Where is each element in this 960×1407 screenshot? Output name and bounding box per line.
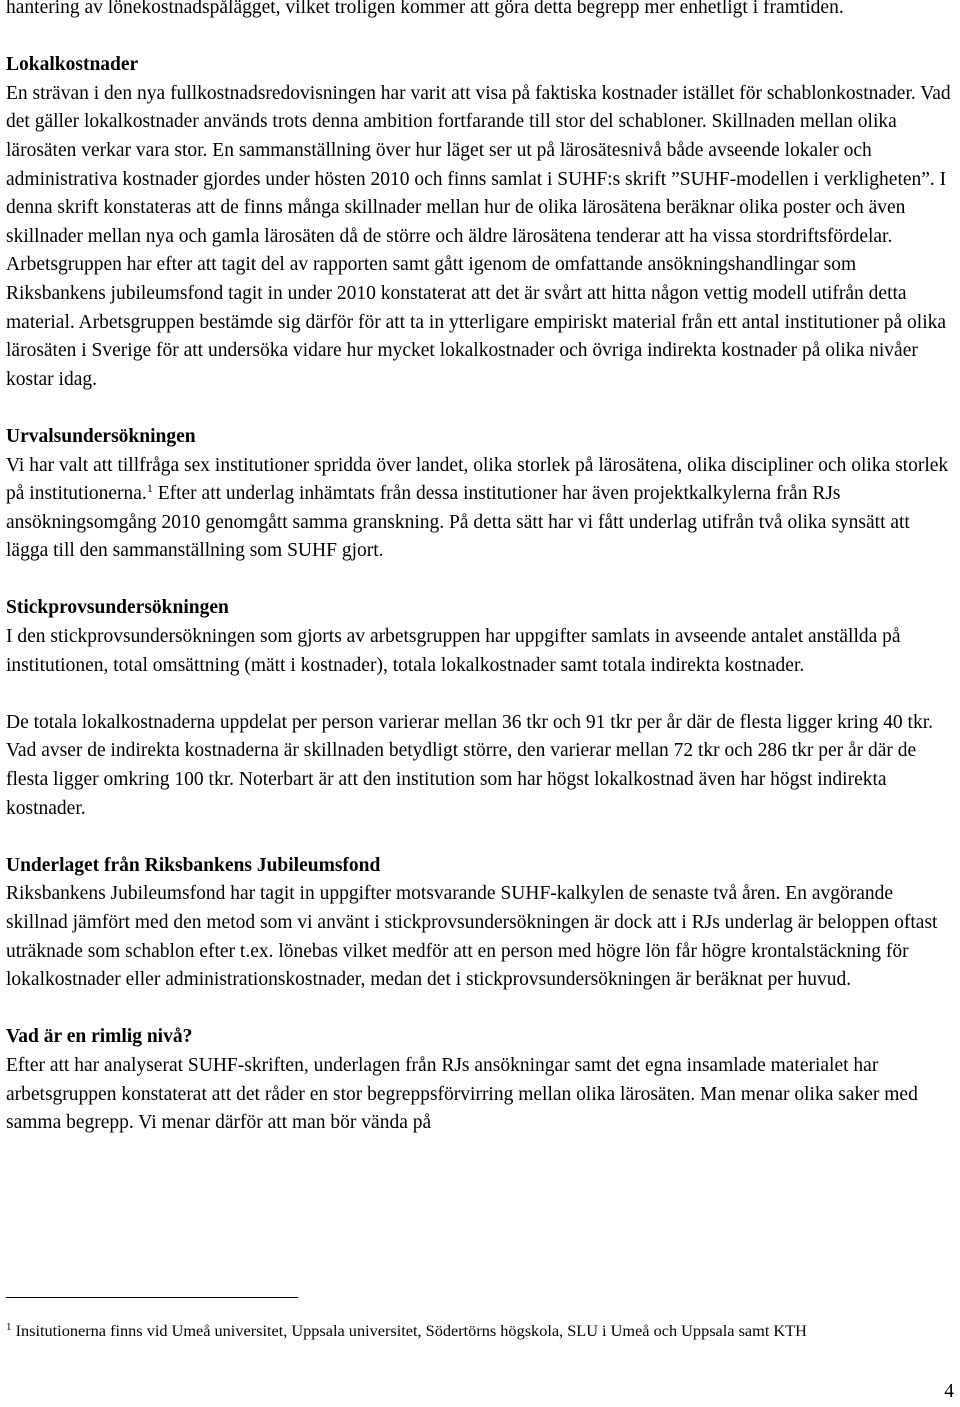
paragraph-stickprov-2: De totala lokalkostnaderna uppdelat per person varierar mellan 36 tkr och 91 tkr per år där de flesta ligger kring 40 tkr. Vad avser de indirekta kostnaderna är skillnaden betydligt större, den varierar mellan 72 tkr och 286 tkr per år där de flesta ligger omkring 100 tkr. Noterbart är att den institution som har högst lokalkostnad även har högst indirekta kostnader. — [6, 711, 934, 819]
spacer — [6, 394, 956, 423]
heading-underlaget-rj: Underlaget från Riksbankens Jubileumsfond — [6, 854, 381, 876]
paragraph-underlaget-rj: Riksbankens Jubileumsfond har tagit in uppgifter motsvarande SUHF-kalkylen de senaste två åren. En avgörande skillnad jämfört med den metod som vi använt i stickprovsundersökningen är dock att i RJs underlag är beloppen oftast uträknade som schablon efter t.ex. lönebas vilket medför att en person med högre lön får högre krontalstäckning för lokalkostnader eller administrationskostnader, medan det i stickprovsundersökningen är beräknat per huvud. — [6, 883, 938, 991]
spacer — [6, 566, 956, 595]
spacer — [6, 995, 956, 1024]
paragraph-text-part-2: Efter att underlag inhämtats från dessa institutioner har även projektkalkylerna från RJs ansökningsomgång 2010 genomgått samma granskning. På detta sätt har vi fått underlag utifrån två olika synsätt att lägga till den sammanställning som SUHF gjort. — [6, 483, 910, 562]
spacer — [6, 823, 956, 852]
footnote-text: Insitutionerna finns vid Umeå universitet, Uppsala universitet, Södertörns högskola, SLU i Umeå och Uppsala samt KTH — [11, 1321, 807, 1340]
heading-lokalkostnader: Lokalkostnader — [6, 54, 139, 76]
intro-paragraph: hantering av lönekostnadspålägget, vilket troligen kommer att göra detta begrepp mer enhetligt i framtiden. — [6, 0, 844, 18]
heading-urvalsundersokningen: Urvalsundersökningen — [6, 425, 196, 447]
paragraph-rimlig-niva: Efter att har analyserat SUHF-skriften, underlagen från RJs ansökningar samt det egna insamlade materialet har arbetsgruppen konstaterat att det råder en stor begreppsförvirring mellan olika lärosäten. Man menar olika saker med samma begrepp. Vi menar därför att man bör vända på — [6, 1054, 918, 1134]
heading-rimlig-niva: Vad är en rimlig nivå? — [6, 1026, 193, 1048]
footnote — [6, 1314, 946, 1344]
page-number: 4 — [944, 1381, 954, 1402]
heading-stickprovsundersokningen: Stickprovsundersökningen — [6, 597, 229, 619]
spacer — [6, 23, 956, 52]
document-page — [6, 0, 956, 1138]
footnote-reference: 1 — [146, 481, 153, 496]
spacer — [6, 680, 956, 709]
footnote-number: 1 — [6, 1321, 12, 1333]
paragraph-stickprov-1: I den stickprovsundersökningen som gjorts av arbetsgruppen har uppgifter samlats in avseende antalet anställda på institutionen, total omsättning (mätt i kostnader), totala lokalkostnader samt totala indirekta kostnader. — [6, 626, 901, 676]
paragraph-text-part-1: Vi har valt att tillfråga sex institutioner spridda över landet, olika storlek på lärosätena, olika discipliner och olika storlek på institutionerna. — [6, 454, 949, 505]
footnote-separator — [6, 1297, 298, 1298]
paragraph-urvalsundersokningen — [6, 452, 956, 566]
paragraph-lokalkostnader: En strävan i den nya fullkostnadsredovisningen har varit att visa på faktiska kostnader istället för schablonkostnader. Vad det gäller lokalkostnader används trots denna ambition fortfarande till stor del schabloner. Skillnaden mellan olika lärosäten verkar vara stor. En sammanställning över hur läget ser ut på lärosätesnivå både avseende lokaler och administrativa kostnader gjordes under hösten 2010 och finns samlat i SUHF:s skrift ”SUHF-modellen i verkligheten”. I denna skrift konstateras att de finns många skillnader mellan hur de olika lärosätena beräknar olika poster och även skillnader mellan nya och gamla lärosäten då de större och äldre lärosätena tenderar att ha vissa stordriftsfördelar. Arbetsgruppen har efter att tagit del av rapporten samt gått igenom de omfattande ansökningshandlingar som Riksbankens jubileumsfond tagit in under 2010 konstaterat att det är svårt att hitta någon vettig modell utifrån detta material. Arbetsgruppen bestämde sig därför för att ta in ytterligare empiriskt material från ett antal institutioner på olika lärosäten i Sverige för att undersöka vidare hur mycket lokalkostnader och övriga indirekta kostnader på olika nivåer kostar idag. — [6, 82, 951, 390]
